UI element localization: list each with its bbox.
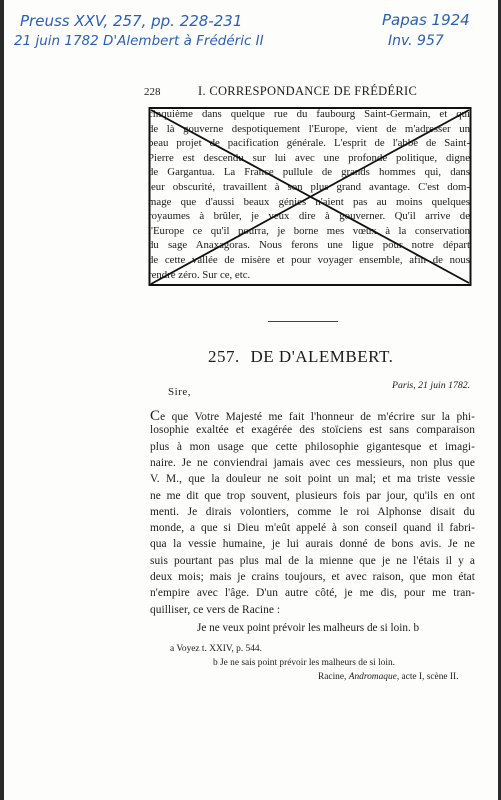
letter-body-line: menti. Je dirais volontiers, comme le roi Alphonse disait du [150, 505, 475, 518]
footnote-b-source-prefix: Racine, [318, 672, 347, 682]
letter-number: 257. [208, 347, 240, 366]
crossed-passage-line: leur obscurité, travaillent à son plus grand avantage. C'est dom- [148, 181, 470, 193]
handwritten-reference-line2: 21 juin 1782 D'Alembert à Frédéric II [14, 33, 264, 49]
crossed-passage-line: cinquième dans quelque rue du faubourg Saint-Germain, et qui [148, 108, 470, 120]
letter-body-line: suis pourtant pas plus mal de la mienne que je ne l'étais il y a [150, 554, 475, 567]
letter-body-line: ne me dit que trop souvent, plusieurs fois par jour, qu'ils en ont [150, 489, 475, 502]
footnote-a: a Voyez t. XXIV, p. 544. [170, 644, 262, 654]
letter-date: Paris, 21 juin 1782. [392, 380, 471, 391]
crossed-passage-line: Pierre est descendu sur lui avec une profonde politique, digne [148, 151, 470, 164]
letter-heading [208, 347, 393, 367]
page-number: 228 [144, 86, 161, 98]
section-separator [268, 321, 338, 322]
letter-title: DE D'ALEMBERT. [250, 347, 394, 366]
first-line-rest: e que Votre Majesté me fait l'honneur de m'écrire sur la phi- [160, 411, 475, 423]
footnote-b-source-work: Andromaque [348, 672, 397, 682]
crossed-passage-line: de là gouverne despotiquement l'Europe, vient de m'adresser un [148, 122, 470, 135]
letter-body [150, 408, 475, 623]
letter-body-line: V. M., que la douleur ne soit point un mal; et ma triste vessie [150, 473, 475, 486]
cross-out-mark [148, 104, 473, 289]
letter-body-line: naire. Je ne conviendrai jamais avec ces messieurs, non plus que [150, 456, 475, 469]
scan-left-edge [0, 0, 4, 800]
footnote-b-source [318, 672, 459, 682]
crossed-passage-line: mage que d'aussi beaux génies n'aient pas au moins quelques [148, 195, 470, 208]
handwritten-archive-line1: Papas 1924 [382, 11, 470, 29]
letter-body-line: quilliser, ce vers de Racine : [150, 603, 281, 616]
footnote-b: b Je ne sais point prévoir les malheurs de si loin. [213, 658, 395, 668]
crossed-passage-line: royaumes à brûler, je veux dire à gouverner. Qu'il arrive de [148, 210, 470, 223]
racine-verse: Je ne veux point prévoir les malheurs de si loin. b [197, 622, 420, 634]
crossed-passage-line: rendre zéro. Sur ce, etc. [148, 268, 251, 281]
crossed-passage-line: beau projet de pacification générale. L'esprit de l'abbé de Saint- [148, 137, 470, 150]
letter-body-line: deux mois; mais je crains toujours, et avec raison, que mon état [150, 571, 475, 583]
letter-body-line [150, 408, 475, 425]
letter-body-line: monde, a que si Dieu m'eût appelé à son conseil quand il fabri- [150, 522, 475, 535]
letter-body-line: losophie exaltée et exagérée des stoïciens est sans comparaison [150, 424, 475, 437]
letter-body-line: n'empire avec l'âge. D'un autre côté, je me dis, pour me tran- [150, 587, 475, 600]
crossed-passage-line: l'Europe ce qu'il pourra, je borne mes vœux à la conservation [148, 224, 470, 237]
running-title: I. CORRESPONDANCE DE FRÉDÉRIC [198, 84, 418, 98]
letter-body-line: plus à mon usage que cette philosophie gigantesque et imagi- [150, 440, 475, 453]
crossed-passage-line: de Gargantua. La France pullule de grands hommes qui, dans [148, 166, 470, 179]
handwritten-archive-line2: Inv. 957 [388, 33, 444, 49]
crossed-passage [148, 104, 473, 289]
crossed-passage-line: du sage Anaxagoras. Nous ferons une ligue pour notre départ [148, 239, 470, 252]
letter-body-line: qua la vessie humaine, je lui aurais donné de bons avis. Je ne [150, 538, 475, 551]
handwritten-reference-line1: Preuss XXV, 257, pp. 228-231 [20, 12, 243, 30]
crossed-passage-line: de cette vallée de misère et pour voyager ensemble, afin de nous [148, 254, 470, 266]
initial-capital: C [150, 408, 161, 424]
letter-salutation: Sire, [168, 386, 191, 398]
footnote-b-source-suffix: , acte I, scène II. [396, 672, 459, 682]
